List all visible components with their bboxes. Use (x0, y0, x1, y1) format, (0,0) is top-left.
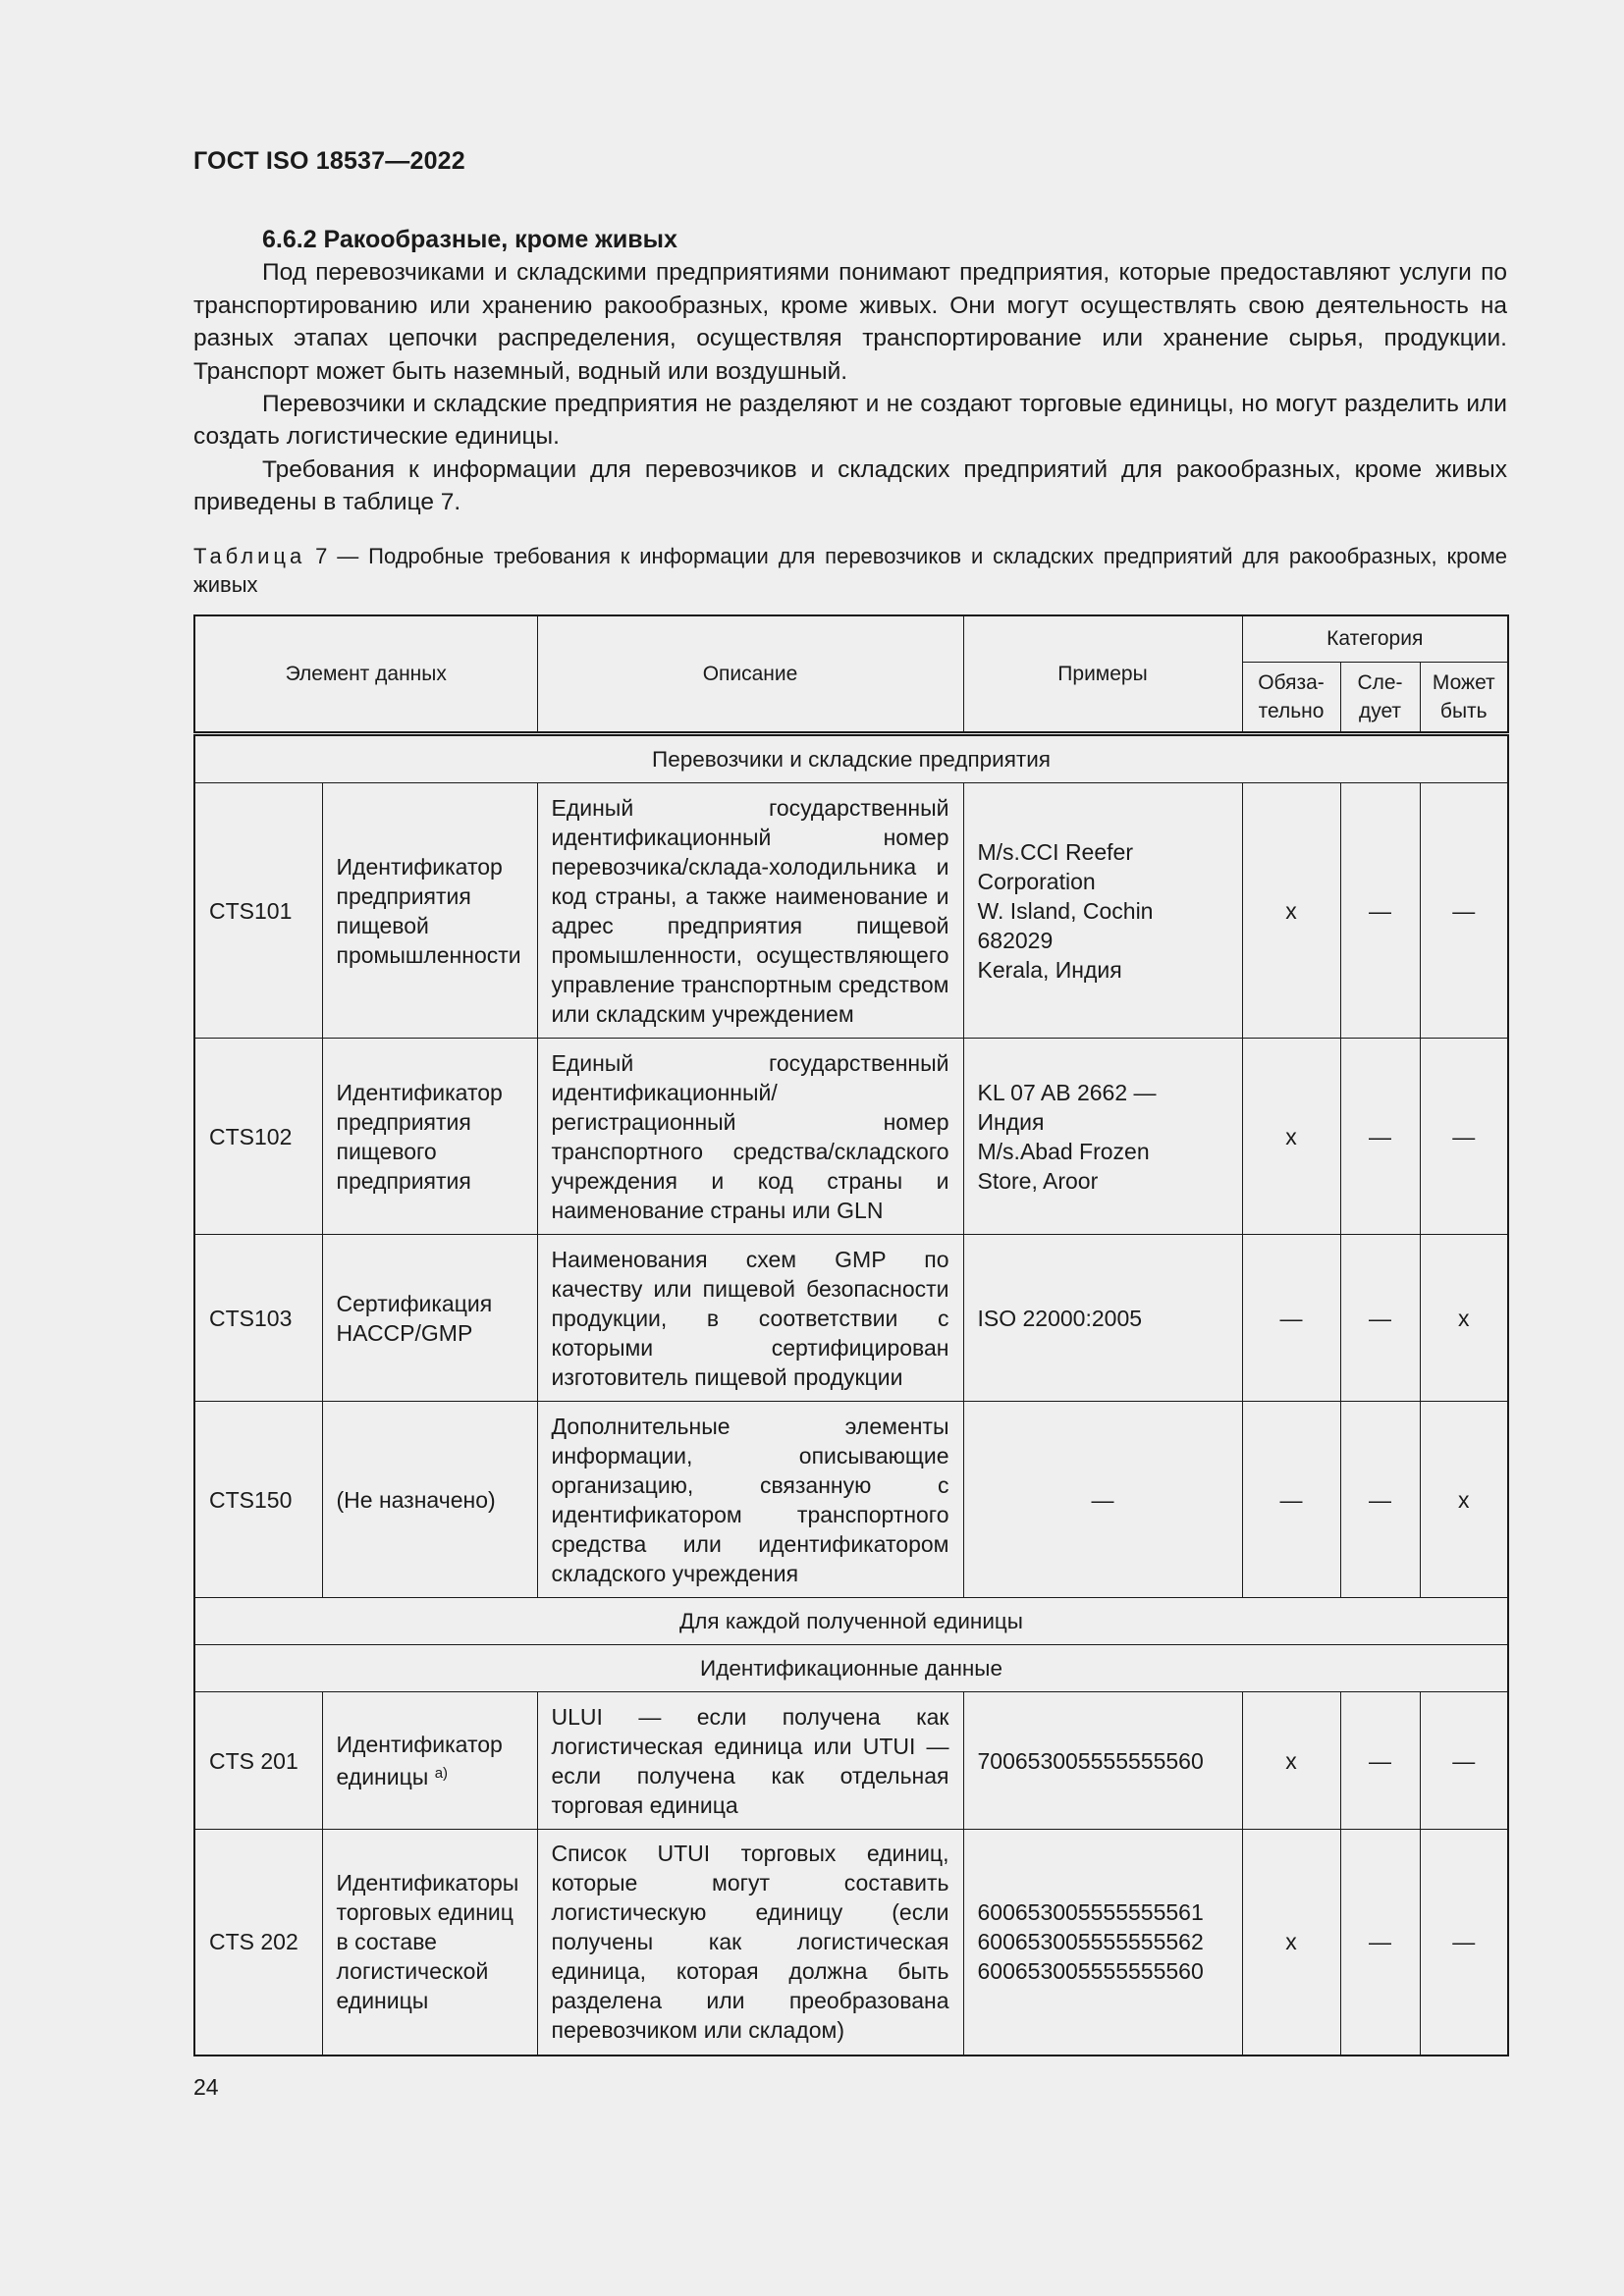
row-mandatory: — (1242, 1402, 1340, 1598)
example-line: 600653005555555560 (977, 1958, 1204, 1985)
example-line: 600653005555555561 (977, 1899, 1204, 1926)
row-code: CTS101 (194, 783, 322, 1039)
row-may: x (1420, 1235, 1508, 1402)
header-examples: Примеры (963, 615, 1242, 734)
row-examples (963, 1692, 1242, 1830)
section-row-each-unit: Для каждой полученной единицы (194, 1598, 1508, 1645)
row-name: Идентификатор предприятия пищевой промышленности (322, 783, 537, 1039)
header-description: Описание (537, 615, 963, 734)
row-examples (963, 1039, 1242, 1235)
row-examples: — (963, 1402, 1242, 1598)
row-name-cell (322, 1692, 537, 1830)
example-line: Store, Aroor (977, 1167, 1099, 1194)
header-should: Сле- дует (1340, 663, 1420, 734)
example-line: 682029 (977, 927, 1054, 953)
paragraph-1: Под перевозчиками и складскими предприятиями понимают предприятия, которые предоставляют услуги по транспортированию или хранению ракообразных, кроме живых. Они могут осуществлять свою деятельность на разных этапах цепочки распределения, осуществляя транспортирование или хранение сырья, продукции. Транспорт может быть наземный, водный или воздушный. (193, 259, 1507, 385)
row-code: CTS 201 (194, 1692, 322, 1830)
row-should: — (1340, 1830, 1420, 2056)
section-row-identification: Идентификационные данные (194, 1645, 1508, 1692)
row-description: ULUI — если получена как логистическая единица или UTUI — если получена как отдельная торговая единица (537, 1692, 963, 1830)
row-name: Идентификатор единицы (336, 1732, 503, 1789)
row-code: CTS102 (194, 1039, 322, 1235)
table-caption (193, 542, 1507, 599)
row-name: Идентификатор предприятия пищевого предприятия (322, 1039, 537, 1235)
row-should: — (1340, 1402, 1420, 1598)
example-line: Corporation (977, 868, 1096, 894)
table-row (194, 1402, 1508, 1598)
section-heading: 6.6.2 Ракообразные, кроме живых (262, 226, 677, 253)
row-should: — (1340, 783, 1420, 1039)
row-examples (963, 783, 1242, 1039)
header-category: Категория (1242, 615, 1508, 663)
row-name: Сертификация НАССР/GMP (322, 1235, 537, 1402)
row-name: Идентификаторы торговых единиц в составе логистической единицы (322, 1830, 537, 2056)
table-row (194, 783, 1508, 1039)
example-line: Индия (977, 1108, 1045, 1135)
table-row (194, 1235, 1508, 1402)
row-name: (Не назначено) (322, 1402, 537, 1598)
example-line: M/s.Abad Frozen (977, 1138, 1150, 1164)
section-6-6-2 (193, 224, 1507, 519)
table-caption-text: 7 — Подробные требования к информации для перевозчиков и складских предприятий для ракообразных, кроме живых (193, 544, 1507, 597)
paragraph-2: Перевозчики и складские предприятия не разделяют и не создают торговые единицы, но могут разделить или создать логистические единицы. (193, 391, 1507, 451)
example-line: Kerala, Индия (977, 956, 1122, 983)
row-mandatory: x (1242, 1039, 1340, 1235)
table-caption-label: Таблица (193, 544, 306, 568)
example-line: ISO 22000:2005 (977, 1305, 1143, 1331)
paragraph-3: Требования к информации для перевозчиков и складских предприятий для ракообразных, кроме живых приведены в таблице 7. (193, 455, 1507, 516)
row-mandatory: x (1242, 1830, 1340, 2056)
row-examples (963, 1235, 1242, 1402)
row-may: — (1420, 1692, 1508, 1830)
row-should: — (1340, 1235, 1420, 1402)
row-description: Единый государственный идентификационный номер перевозчика/склада-холодильника и код страны, а также наименование и адрес предприятия пищевой промышленности, осуществляющего управление транспортным средством или складским учреждением (537, 783, 963, 1039)
table-row (194, 1692, 1508, 1830)
row-examples (963, 1830, 1242, 2056)
requirements-table (193, 614, 1509, 2056)
row-code: CTS 202 (194, 1830, 322, 2056)
row-description: Наименования схем GMP по качеству или пищевой безопасности продукции, в соответствии с которыми сертифицирован изготовитель пищевой продукции (537, 1235, 963, 1402)
row-should: — (1340, 1692, 1420, 1830)
header-mandatory: Обяза- тельно (1242, 663, 1340, 734)
example-line: 600653005555555562 (977, 1929, 1204, 1955)
row-description: Единый государственный идентификационный/регистрационный номер транспортного средства/складского учреждения и код страны и наименование страны или GLN (537, 1039, 963, 1235)
example-line: M/s.CCI Reefer (977, 838, 1133, 865)
example-line: KL 07 AB 2662 — (977, 1079, 1157, 1105)
header-may: Может быть (1420, 663, 1508, 734)
row-mandatory: x (1242, 783, 1340, 1039)
page-number: 24 (193, 2074, 219, 2100)
row-may: — (1420, 1039, 1508, 1235)
row-may: x (1420, 1402, 1508, 1598)
row-mandatory: — (1242, 1235, 1340, 1402)
row-may: — (1420, 1830, 1508, 2056)
row-mandatory: x (1242, 1692, 1340, 1830)
row-should: — (1340, 1039, 1420, 1235)
footnote-marker: а) (434, 1765, 449, 1782)
row-code: CTS103 (194, 1235, 322, 1402)
running-header: ГОСТ ISO 18537—2022 (193, 147, 465, 175)
row-description: Список UTUI торговых единиц, которые могут составить логистическую единицу (если получены как логистическая единица, которая должна быть разделена или преобразована перевозчиком или складом) (537, 1830, 963, 2056)
row-may: — (1420, 783, 1508, 1039)
table-row (194, 1830, 1508, 2056)
section-row-carriers: Перевозчики и складские предприятия (194, 734, 1508, 783)
row-description: Дополнительные элементы информации, описывающие организацию, связанную с идентификатором транспортного средства или идентификатором складского учреждения (537, 1402, 963, 1598)
example-line: W. Island, Cochin (977, 897, 1154, 924)
header-element: Элемент данных (194, 615, 537, 734)
table-row (194, 1039, 1508, 1235)
row-code: CTS150 (194, 1402, 322, 1598)
example-line: 700653005555555560 (977, 1747, 1204, 1774)
